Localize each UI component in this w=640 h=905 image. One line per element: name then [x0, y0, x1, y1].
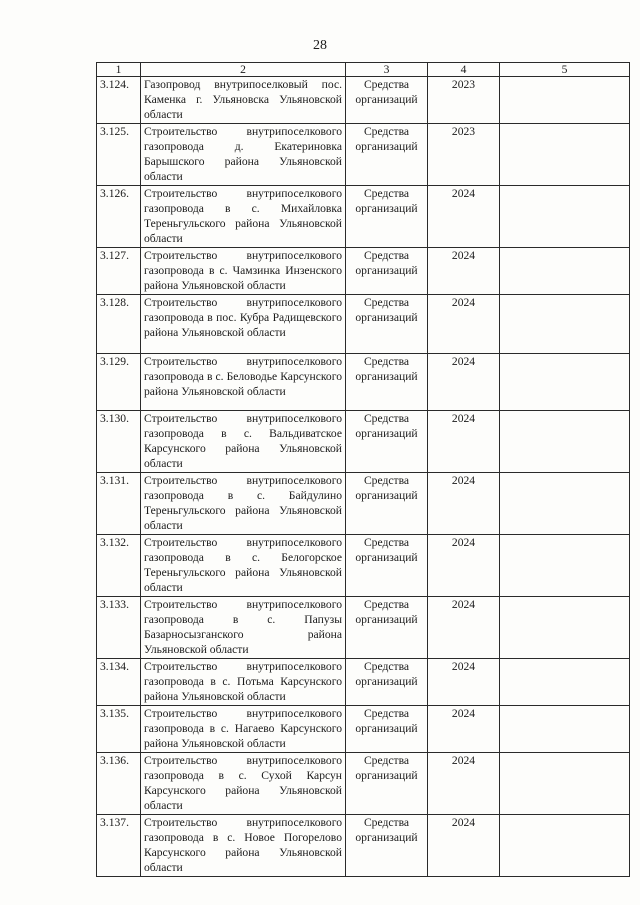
table-row: [97, 815, 630, 877]
funding-source-cell: Средства организаций: [346, 597, 428, 659]
object-name-cell: Строительство внутрипоселкового газопровода в с. Новое Погорелово Карсунского района Ульяновской области: [141, 815, 346, 877]
object-name-cell: Газопровод внутрипоселковый пос. Каменка г. Ульяновска Ульяновской области: [141, 77, 346, 124]
note-cell: [500, 753, 630, 815]
year-cell: 2024: [428, 295, 500, 354]
object-name-cell: Строительство внутрипоселкового газопровода в с. Нагаево Карсунского района Ульяновской области: [141, 706, 346, 753]
note-cell: [500, 473, 630, 535]
year-cell: 2023: [428, 124, 500, 186]
funding-source-cell: Средства организаций: [346, 753, 428, 815]
column-header-4: 4: [428, 63, 500, 77]
table-row: [97, 77, 630, 124]
row-number-cell: 3.126.: [97, 186, 141, 248]
row-number-cell: 3.134.: [97, 659, 141, 706]
row-number-cell: 3.131.: [97, 473, 141, 535]
table-row: [97, 706, 630, 753]
table-row: [97, 354, 630, 411]
note-cell: [500, 124, 630, 186]
table-row: [97, 753, 630, 815]
row-number-cell: 3.129.: [97, 354, 141, 411]
row-number-cell: 3.136.: [97, 753, 141, 815]
table-row: [97, 411, 630, 473]
row-number-cell: 3.124.: [97, 77, 141, 124]
object-name-cell: Строительство внутрипоселкового газопровода в с. Байдулино Тереньгульского района Ульяновской области: [141, 473, 346, 535]
note-cell: [500, 77, 630, 124]
row-number-cell: 3.133.: [97, 597, 141, 659]
note-cell: [500, 706, 630, 753]
funding-source-cell: Средства организаций: [346, 354, 428, 411]
year-cell: 2024: [428, 706, 500, 753]
column-header-5: 5: [500, 63, 630, 77]
table-row: [97, 295, 630, 354]
table-row: [97, 535, 630, 597]
funding-source-cell: Средства организаций: [346, 124, 428, 186]
registry-table-body: [97, 63, 630, 877]
object-name-cell: Строительство внутрипоселкового газопровода в с. Папузы Базарносызганского района Ульяновской области: [141, 597, 346, 659]
column-header-3: 3: [346, 63, 428, 77]
column-header-1: 1: [97, 63, 141, 77]
note-cell: [500, 186, 630, 248]
table-row: [97, 186, 630, 248]
row-number-cell: 3.125.: [97, 124, 141, 186]
year-cell: 2024: [428, 411, 500, 473]
funding-source-cell: Средства организаций: [346, 815, 428, 877]
funding-source-cell: Средства организаций: [346, 473, 428, 535]
row-number-cell: 3.127.: [97, 248, 141, 295]
funding-source-cell: Средства организаций: [346, 659, 428, 706]
funding-source-cell: Средства организаций: [346, 295, 428, 354]
funding-source-cell: Средства организаций: [346, 535, 428, 597]
year-cell: 2024: [428, 659, 500, 706]
funding-source-cell: Средства организаций: [346, 411, 428, 473]
note-cell: [500, 815, 630, 877]
note-cell: [500, 248, 630, 295]
year-cell: 2024: [428, 248, 500, 295]
object-name-cell: Строительство внутрипоселкового газопровода в с. Вальдиватское Карсунского района Ульяновской области: [141, 411, 346, 473]
note-cell: [500, 659, 630, 706]
column-header-2: 2: [141, 63, 346, 77]
object-name-cell: Строительство внутрипоселкового газопровода в с. Потьма Карсунского района Ульяновской области: [141, 659, 346, 706]
row-number-cell: 3.128.: [97, 295, 141, 354]
table-row: [97, 597, 630, 659]
page-number: 28: [313, 38, 327, 53]
year-cell: 2024: [428, 354, 500, 411]
year-cell: 2024: [428, 186, 500, 248]
year-cell: 2024: [428, 535, 500, 597]
note-cell: [500, 411, 630, 473]
year-cell: 2023: [428, 77, 500, 124]
year-cell: 2024: [428, 815, 500, 877]
row-number-cell: 3.135.: [97, 706, 141, 753]
funding-source-cell: Средства организаций: [346, 248, 428, 295]
object-name-cell: Строительство внутрипоселкового газопровода в пос. Кубра Радищевского района Ульяновской области: [141, 295, 346, 354]
row-number-cell: 3.130.: [97, 411, 141, 473]
object-name-cell: Строительство внутрипоселкового газопровода д. Екатериновка Барышского района Ульяновской области: [141, 124, 346, 186]
object-name-cell: Строительство внутрипоселкового газопровода в с. Михайловка Тереньгульского района Ульяновской области: [141, 186, 346, 248]
table-row: [97, 473, 630, 535]
row-number-cell: 3.132.: [97, 535, 141, 597]
note-cell: [500, 354, 630, 411]
table-row: [97, 659, 630, 706]
year-cell: 2024: [428, 597, 500, 659]
note-cell: [500, 535, 630, 597]
row-number-cell: 3.137.: [97, 815, 141, 877]
registry-table: [96, 62, 630, 877]
note-cell: [500, 597, 630, 659]
object-name-cell: Строительство внутрипоселкового газопровода в с. Чамзинка Инзенского района Ульяновской области: [141, 248, 346, 295]
year-cell: 2024: [428, 473, 500, 535]
funding-source-cell: Средства организаций: [346, 186, 428, 248]
table-row: [97, 124, 630, 186]
object-name-cell: Строительство внутрипоселкового газопровода в с. Белогорское Тереньгульского района Ульяновской области: [141, 535, 346, 597]
note-cell: [500, 295, 630, 354]
funding-source-cell: Средства организаций: [346, 77, 428, 124]
funding-source-cell: Средства организаций: [346, 706, 428, 753]
table-header-row: [97, 63, 630, 77]
object-name-cell: Строительство внутрипоселкового газопровода в с. Сухой Карсун Карсунского района Ульяновской области: [141, 753, 346, 815]
table-row: [97, 248, 630, 295]
year-cell: 2024: [428, 753, 500, 815]
object-name-cell: Строительство внутрипоселкового газопровода в с. Беловодье Карсунского района Ульяновской области: [141, 354, 346, 411]
